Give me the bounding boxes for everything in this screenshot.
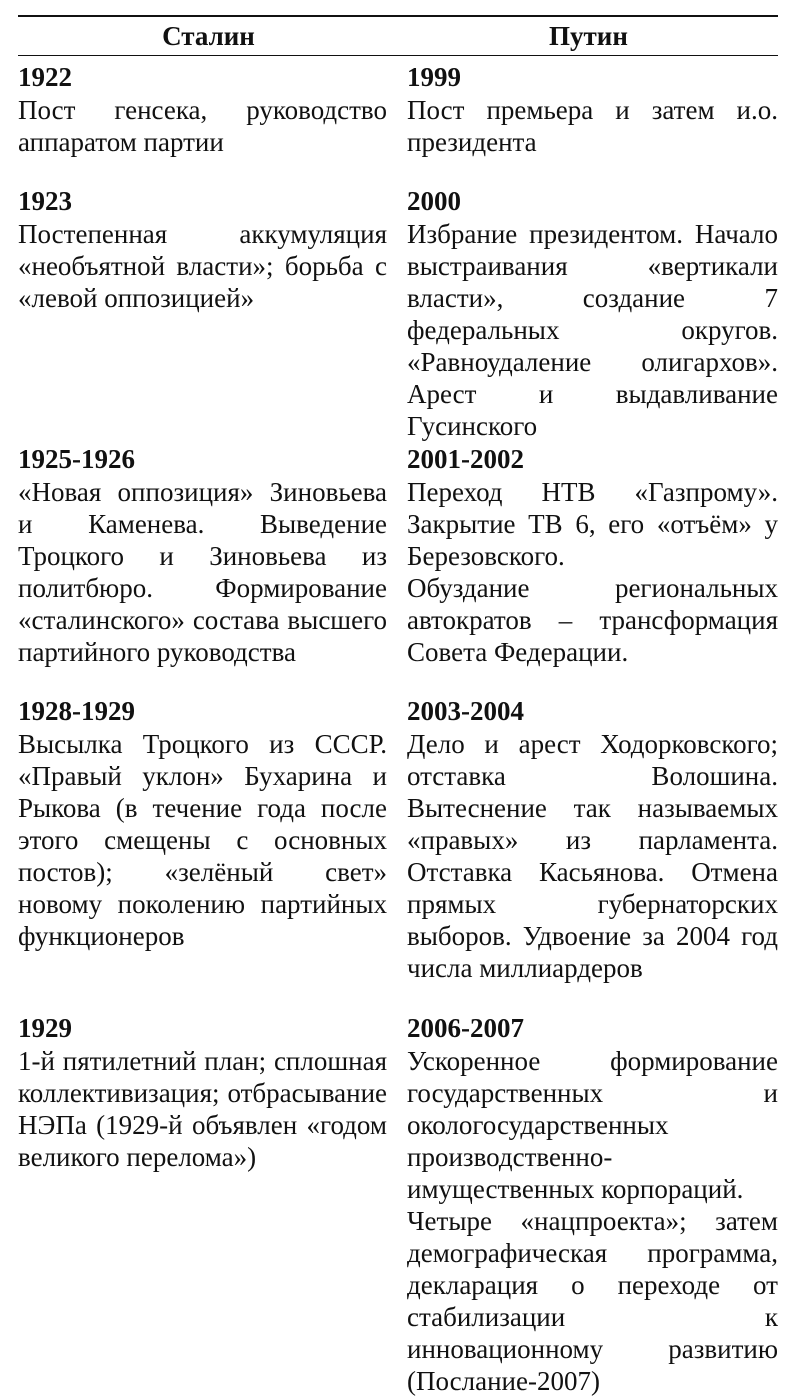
putin-year: 2001-2002 [407,442,778,476]
putin-year: 2000 [407,184,778,218]
stalin-cell [18,694,399,1011]
stalin-text: «Новая оппозиция» Зиновьева и Каменева. Выведение Троцкого и Зиновьева из политбюро. Формирование «сталинского» состава высшего партийного руководства [18,476,387,668]
stalin-year: 1929 [18,1011,387,1045]
putin-cell [399,1011,778,1397]
putin-year: 2006-2007 [407,1011,778,1045]
table-row [18,442,778,694]
stalin-year: 1922 [18,60,387,94]
table-row [18,1011,778,1397]
table-row [18,694,778,1011]
putin-cell [399,56,778,185]
putin-year: 1999 [407,60,778,94]
table-header [18,16,778,56]
stalin-cell [18,1011,399,1397]
document-page [0,15,800,1352]
putin-cell [399,694,778,1011]
stalin-year: 1923 [18,184,387,218]
header-row [18,16,778,56]
putin-year: 2003-2004 [407,694,778,728]
stalin-text: Высылка Троцкого из СССР. «Правый уклон» Бухарина и Рыкова (в течение года после этого смещены с основных постов); «зелёный свет» новому поколению партийных функционеров [18,728,387,952]
putin-text: Четыре «нацпроекта»; затем демографическая программа, декларация о переходе от стабилизации к инновационному развитию (Послание-2007) [407,1205,778,1397]
header-stalin: Сталин [18,16,399,56]
table-row [18,56,778,185]
stalin-text: Пост генсека, руководство аппаратом партии [18,94,387,158]
stalin-text: Постепенная аккумуляция «необъятной власти»; борьба с «левой оппозицией» [18,218,387,314]
putin-text: Дело и арест Ходорковского; отставка Волошина. Вытеснение так называемых «правых» из парламента. Отставка Касьянова. Отмена прямых губернаторских выборов. Удвоение за 2004 год числа миллиардеров [407,728,778,984]
stalin-year: 1928-1929 [18,694,387,728]
putin-cell [399,442,778,694]
table-body [18,56,778,1397]
putin-text: Избрание президентом. Начало выстраивания «вертикали власти», создание 7 федеральных округов. «Равноудаление олигархов». Арест и выдавливание Гусинского [407,218,778,442]
stalin-cell [18,184,399,442]
putin-text: Переход НТВ «Газпрому». Закрытие ТВ 6, его «отъём» у Березовского. [407,476,778,572]
header-putin: Путин [399,16,778,56]
stalin-cell [18,442,399,694]
stalin-year: 1925-1926 [18,442,387,476]
putin-text: Пост премьера и затем и.о. президента [407,94,778,158]
putin-text: Ускоренное формирование государственных и окологосударственных производственно-имущественных корпораций. [407,1045,778,1205]
putin-cell [399,184,778,442]
table-row [18,184,778,442]
stalin-cell [18,56,399,185]
putin-text: Обуздание региональных автократов – трансформация Совета Федерации. [407,572,778,668]
comparison-table [18,15,778,1397]
stalin-text: 1-й пятилетний план; сплошная коллективизация; отбрасывание НЭПа (1929-й объявлен «годом великого перелома») [18,1045,387,1173]
